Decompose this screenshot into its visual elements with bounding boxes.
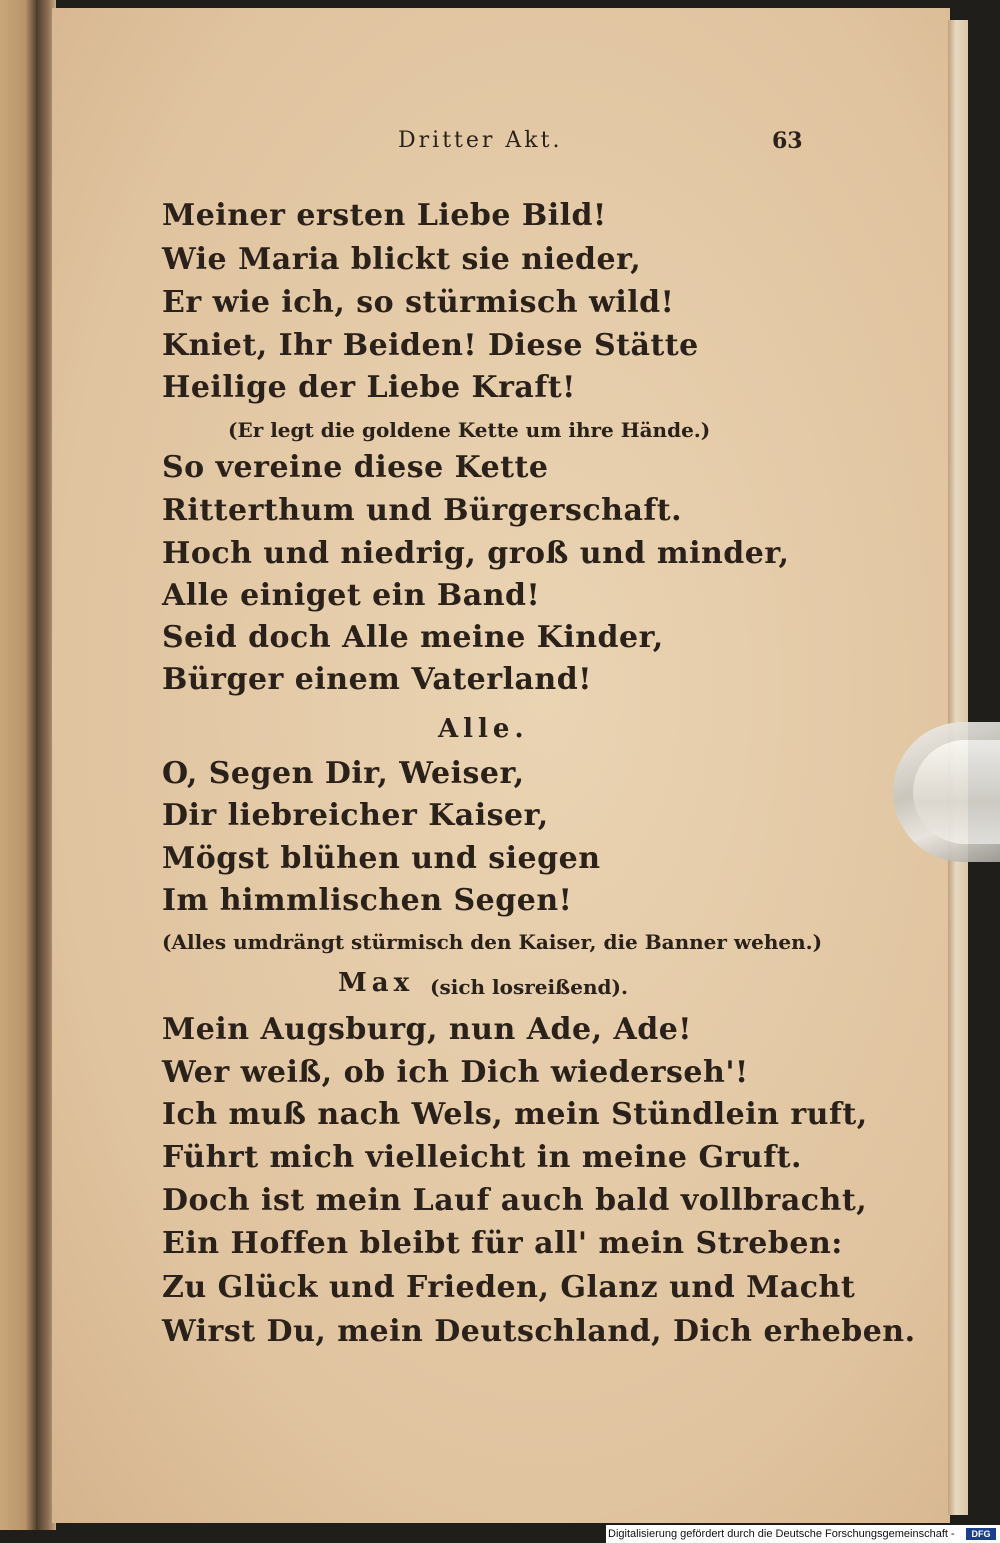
verse-line: Mein Augsburg, nun Ade, Ade!: [162, 1012, 692, 1047]
running-title: Dritter Akt.: [398, 128, 563, 153]
verse-line: So vereine diese Kette: [162, 450, 549, 485]
verse-line: Heilige der Liebe Kraft!: [162, 370, 576, 405]
verse-line: Er wie ich, so stürmisch wild!: [162, 285, 675, 320]
verse-line: Ich muß nach Wels, mein Stündlein ruft,: [162, 1097, 868, 1132]
verse-line: Ein Hoffen bleibt für all' mein Streben:: [162, 1226, 843, 1261]
page-number: 63: [772, 128, 803, 154]
verse-line: Seid doch Alle meine Kinder,: [162, 620, 664, 655]
verse-line: Mögst blühen und siegen: [162, 841, 601, 876]
dfg-logo: DFG: [966, 1528, 996, 1540]
speaker-name: Alle.: [438, 714, 529, 744]
stage-direction: (sich losreißend).: [430, 975, 628, 999]
verse-line: Im himmlischen Segen!: [162, 883, 573, 918]
verse-line: Hoch und niedrig, groß und minder,: [162, 536, 790, 571]
verse-line: O, Segen Dir, Weiser,: [162, 756, 525, 791]
verse-line: Wirst Du, mein Deutschland, Dich erheben.: [162, 1314, 916, 1349]
verse-line: Bürger einem Vaterland!: [162, 662, 592, 697]
verse-line: Zu Glück und Frieden, Glanz und Macht: [162, 1270, 856, 1305]
verse-line: Alle einiget ein Band!: [162, 578, 541, 613]
speaker-name: Max: [338, 968, 415, 998]
page-clip-highlight: [913, 740, 1000, 844]
verse-line: Wer weiß, ob ich Dich wiederseh'!: [162, 1055, 749, 1090]
verse-line: Doch ist mein Lauf auch bald vollbracht,: [162, 1183, 868, 1218]
stage-direction: (Er legt die goldene Kette um ihre Hände.): [228, 418, 711, 442]
verse-line: Führt mich vielleicht in meine Gruft.: [162, 1140, 802, 1175]
digitization-credit: Digitalisierung gefördert durch die Deutsche Forschungsgemeinschaft -: [606, 1525, 1000, 1543]
verse-line: Meiner ersten Liebe Bild!: [162, 198, 607, 233]
verse-line: Kniet, Ihr Beiden! Diese Stätte: [162, 328, 699, 363]
verse-line: Wie Maria blickt sie nieder,: [162, 242, 642, 277]
stage-direction: (Alles umdrängt stürmisch den Kaiser, die Banner wehen.): [162, 930, 823, 954]
verse-line: Ritterthum und Bürgerschaft.: [162, 493, 683, 528]
facing-page-edge: [0, 0, 36, 1530]
verse-line: Dir liebreicher Kaiser,: [162, 798, 549, 833]
